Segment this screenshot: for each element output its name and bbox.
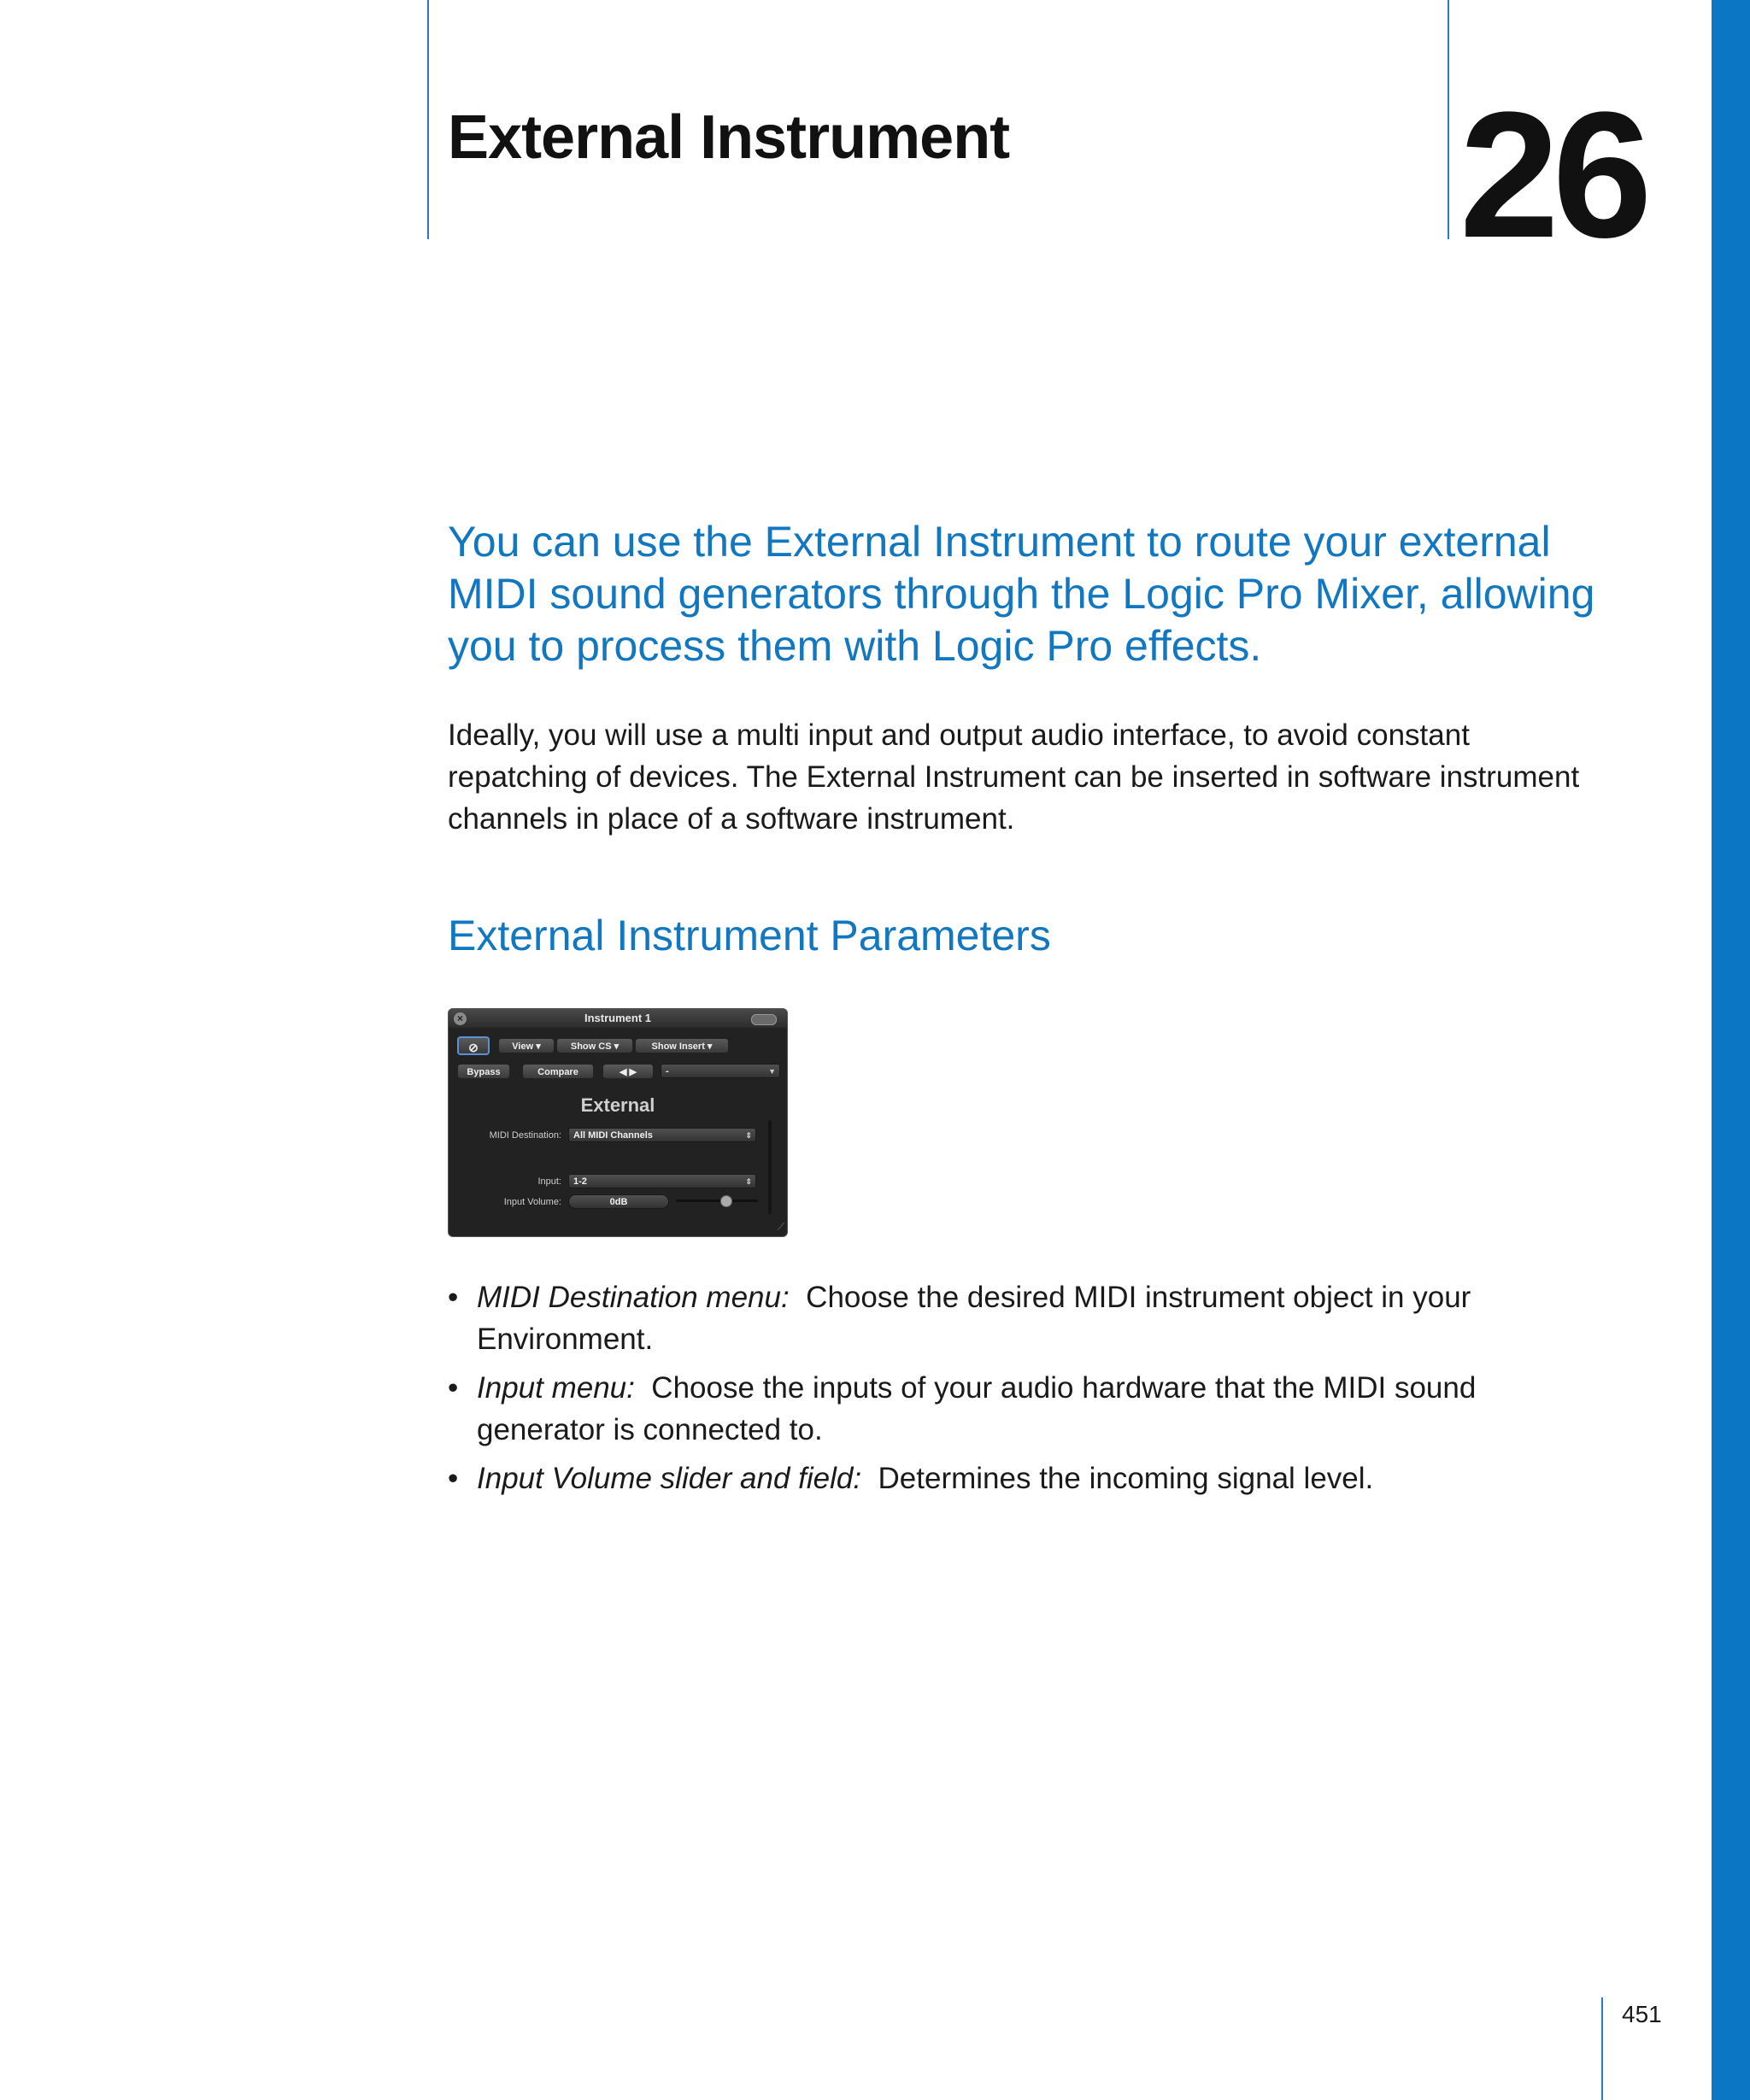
resize-grip-icon[interactable]: ⟋	[777, 1221, 784, 1233]
bullet-icon: •	[448, 1371, 459, 1405]
scrollbar[interactable]	[768, 1120, 772, 1214]
plugin-title: Instrument 1	[449, 1009, 787, 1028]
input-menu[interactable]: 1-2 ⇕	[568, 1174, 756, 1188]
list-item	[448, 1367, 1610, 1451]
list-item	[448, 1276, 1610, 1360]
zoom-button[interactable]	[751, 1014, 777, 1025]
show-insert-menu[interactable]: Show Insert ▾	[635, 1038, 729, 1053]
chapter-tab-bar	[1712, 0, 1750, 2100]
bypass-button[interactable]: Bypass	[457, 1064, 510, 1079]
link-icon[interactable]: ⊘	[457, 1036, 490, 1055]
preset-nav-buttons[interactable]: ◀ ▶	[602, 1064, 654, 1079]
bullet-icon: •	[448, 1281, 459, 1314]
input-volume-label: Input Volume:	[503, 1197, 561, 1207]
title-rule-right	[1448, 0, 1449, 239]
list-item-term: Input menu:	[477, 1371, 635, 1405]
list-item-term: Input Volume slider and field:	[477, 1462, 862, 1495]
list-item-text: Choose the desired MIDI instrument object in your Environment.	[477, 1281, 1471, 1356]
preset-menu[interactable]: - ▼	[661, 1064, 780, 1078]
close-icon[interactable]: ×	[454, 1012, 467, 1025]
page-number: 451	[1622, 2001, 1662, 2027]
chevron-down-icon: ▼	[768, 1067, 776, 1076]
page-number-rule	[1601, 1997, 1603, 2100]
input-volume-field[interactable]: 0dB	[568, 1194, 669, 1209]
section-heading: External Instrument Parameters	[448, 912, 1051, 959]
chapter-title: External Instrument	[448, 103, 1010, 172]
midi-destination-label: MIDI Destination:	[489, 1130, 561, 1141]
title-rule-left	[427, 0, 429, 239]
chapter-number: 26	[1459, 74, 1646, 275]
list-item-text: Choose the inputs of your audio hardware that the MIDI sound generator is connected to.	[477, 1371, 1477, 1446]
updown-arrows-icon: ⇕	[745, 1131, 752, 1140]
body-paragraph: Ideally, you will use a multi input and output audio interface, to avoid constant repatching of devices. The External Instrument can be inserted in software instrument channels in place of a software instrument.	[448, 719, 1580, 836]
list-item	[448, 1458, 1610, 1499]
input-volume-slider-knob[interactable]	[720, 1195, 732, 1207]
midi-destination-menu[interactable]: All MIDI Channels ⇕	[568, 1128, 756, 1142]
updown-arrows-icon: ⇕	[745, 1177, 752, 1186]
intro-paragraph: You can use the External Instrument to route your external MIDI sound generators through the Logic Pro Mixer, allowing you to process them with Logic Pro effects.	[448, 518, 1595, 670]
compare-button[interactable]: Compare	[522, 1064, 594, 1079]
view-menu[interactable]: View ▾	[498, 1038, 555, 1053]
plugin-window-screenshot	[448, 1008, 788, 1237]
parameter-list	[448, 1276, 1610, 1506]
list-item-text: Determines the incoming signal level.	[878, 1462, 1374, 1495]
show-cs-menu[interactable]: Show CS ▾	[556, 1038, 633, 1053]
plugin-heading: External	[580, 1094, 655, 1116]
bullet-icon: •	[448, 1462, 459, 1495]
input-label: Input:	[537, 1176, 561, 1187]
input-volume-slider-track[interactable]	[676, 1200, 758, 1202]
list-item-term: MIDI Destination menu:	[477, 1281, 790, 1314]
